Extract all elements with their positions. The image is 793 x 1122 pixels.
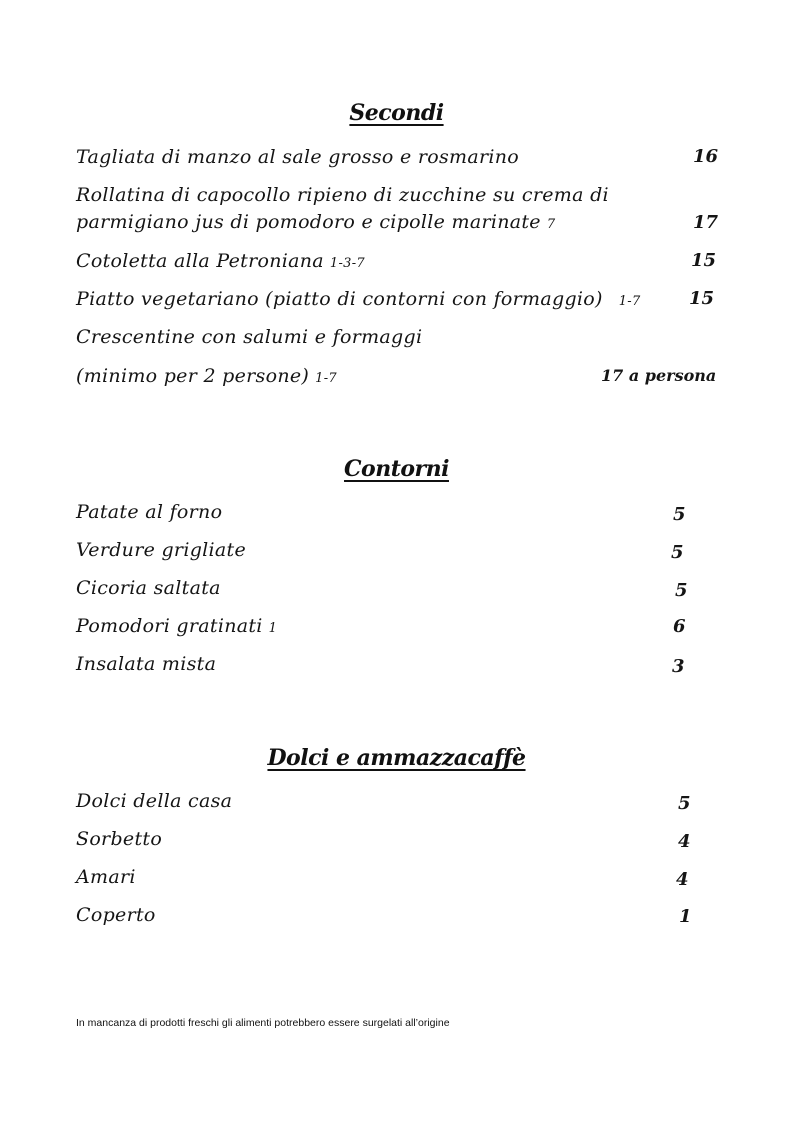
menu-item-price: 5 [671,542,684,563]
menu-item-price: 16 [693,146,719,167]
menu-item-price: 3 [672,656,685,677]
menu-item-name-line2 [76,211,555,236]
menu-item-price: 5 [678,793,691,814]
allergen-codes: 7 [546,217,556,232]
menu-item-name-cont: parmigiano jus di pomodoro e cipolle marinate [76,211,541,233]
menu-item-name: Crescentine con salumi e formaggi [76,326,423,348]
menu-item-price: 6 [673,616,686,637]
menu-item-name: Patate al forno [76,501,223,523]
menu-item-name: Insalata mista [76,653,217,675]
menu-item-name: Sorbetto [76,828,163,850]
allergen-codes: 1-7 [618,294,641,309]
menu-item-name: Cotoletta alla Petroniana [76,250,324,272]
menu-item-name: Cicoria saltata [76,577,221,599]
menu-item-name: Verdure grigliate [76,539,247,561]
menu-item-name-cont: (minimo per 2 persone) [76,365,310,387]
section-title-dolci: Dolci e ammazzacaffè [267,745,526,771]
menu-item-price: 4 [678,831,691,852]
menu-item-name-line2 [76,365,337,390]
section-title-secondi: Secondi [349,100,444,126]
menu-item-price: 4 [676,869,689,890]
footnote: In mancanza di prodotti freschi gli alimenti potrebbero essere surgelati all’origine [76,1017,450,1029]
menu-item-name: Dolci della casa [76,790,233,812]
menu-item-name: Rollatina di capocollo ripieno di zucchine su crema di [76,184,609,206]
menu-item-name: Coperto [76,904,156,926]
menu-item-price: 5 [675,580,688,601]
allergen-codes: 1-3-7 [329,256,366,271]
menu-item-price: 1 [679,906,692,927]
menu-item-price: 17 a persona [601,366,717,385]
menu-item-row [76,250,365,275]
section-title-contorni: Contorni [344,456,449,482]
menu-item-row [76,288,641,313]
menu-item-name: Pomodori gratinati [76,615,263,637]
menu-item-price: 15 [691,250,717,271]
menu-item-row [76,615,277,640]
allergen-codes: 1-7 [315,371,337,386]
allergen-codes: 1 [268,621,278,636]
menu-item-name: Amari [76,866,136,888]
menu-item-name: Piatto vegetariano (piatto di contorni con formaggio) [76,288,603,310]
menu-item-price: 17 [693,212,719,233]
menu-item-price: 5 [673,504,686,525]
menu-item-price: 15 [689,288,715,309]
menu-item-name: Tagliata di manzo al sale grosso e rosmarino [76,146,520,168]
